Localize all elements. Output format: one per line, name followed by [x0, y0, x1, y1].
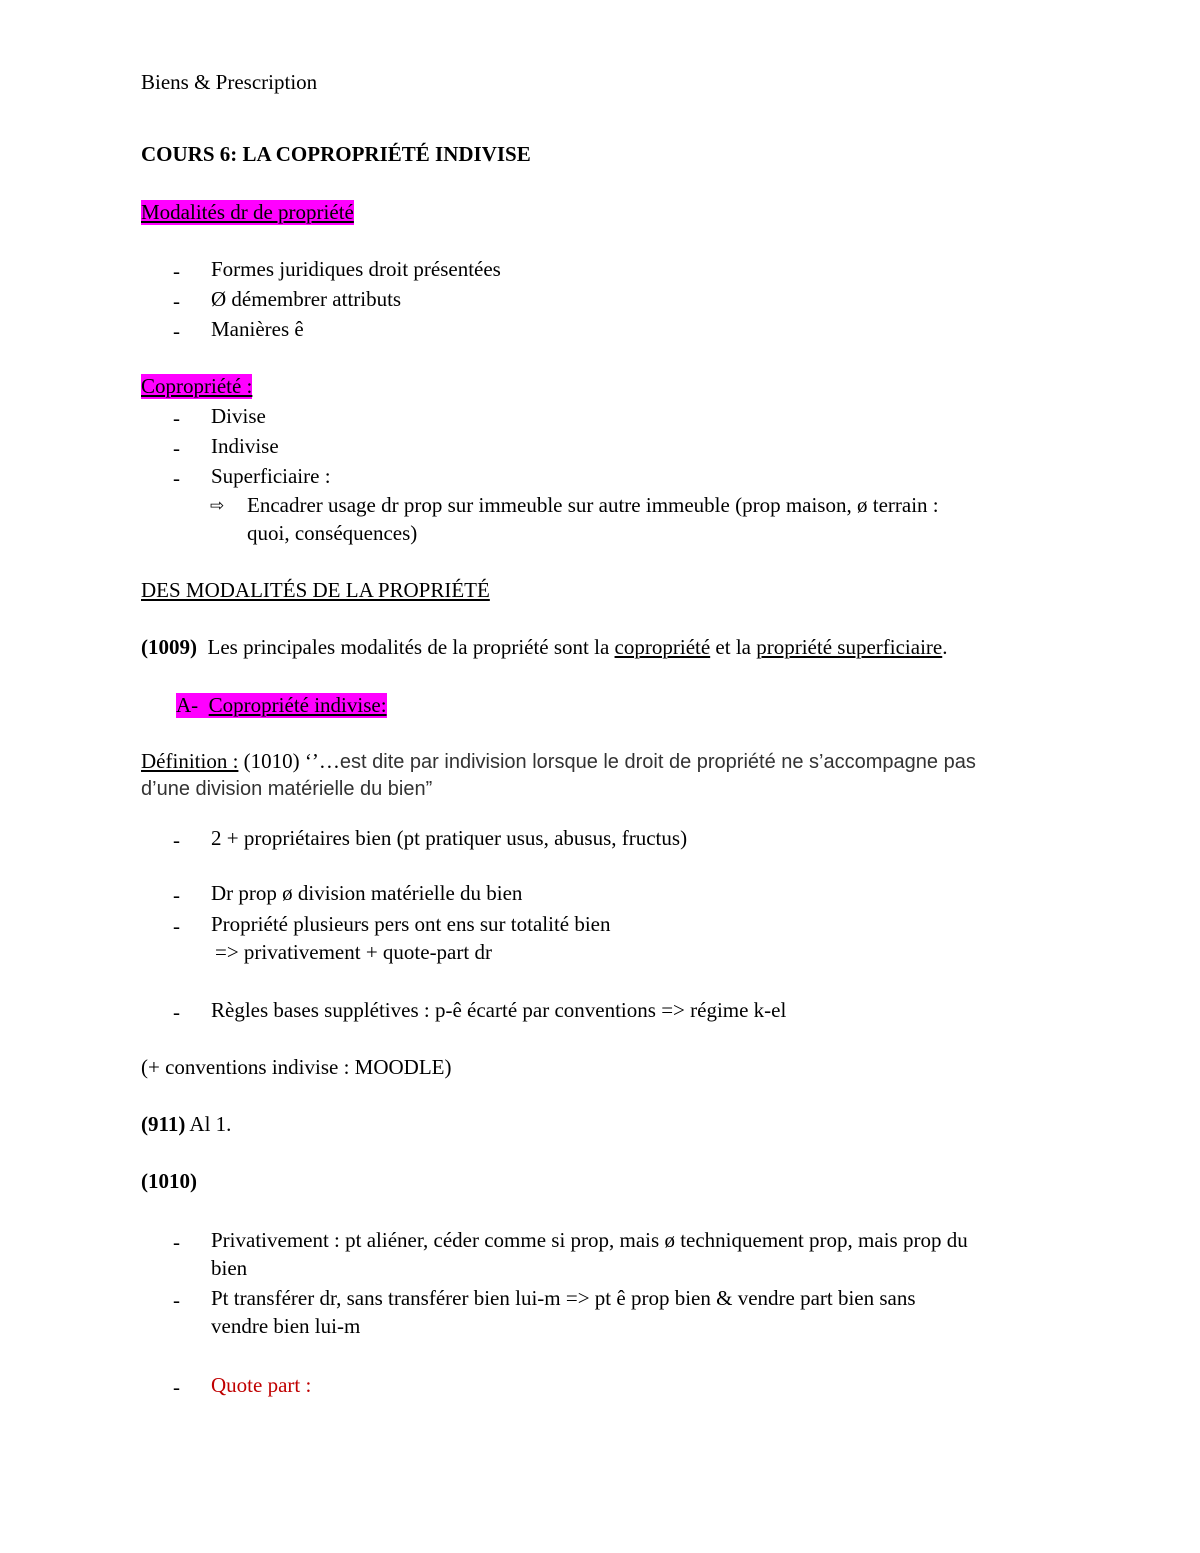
definition-label: Définition :: [141, 749, 239, 773]
list-item: Règles bases supplétives : p-ê écarté par conventions => régime k-el: [211, 998, 787, 1022]
bullet: -: [173, 319, 180, 343]
bullet: -: [173, 259, 180, 283]
list-item: Ø démembrer attributs: [211, 287, 402, 311]
list-item-cont: vendre bien lui-m: [211, 1314, 361, 1338]
definition-quote-cont: d’une division matérielle du bien”: [141, 778, 433, 800]
modalites-title: DES MODALITÉS DE LA PROPRIÉTÉ: [141, 578, 490, 602]
list-item: Manières ê: [211, 317, 304, 341]
list-item: Superficiaire :: [211, 464, 331, 488]
bullet: -: [173, 436, 180, 460]
article-911: [141, 1112, 231, 1137]
conventions-note: (+ conventions indivise : MOODLE): [141, 1055, 452, 1079]
bullet: -: [173, 883, 180, 907]
quote-part-heading: Quote part :: [211, 1373, 312, 1397]
article-text: et la: [710, 635, 757, 659]
list-item: Privativement : pt aliéner, céder comme si prop, mais ø techniquement prop, mais prop du: [211, 1228, 968, 1252]
section-heading-copropriete: Copropriété :: [141, 374, 253, 398]
definition-line: [141, 749, 976, 774]
definition-ref: (1010) ‘’…: [238, 749, 340, 773]
section-a-title: Copropriété indivise:: [208, 693, 387, 717]
list-item: 2 + propriétaires bien (pt pratiquer usus, abusus, fructus): [211, 826, 688, 850]
course-title: COURS 6: LA COPROPRIÉTÉ INDIVISE: [141, 142, 531, 166]
article-number: (911): [141, 1112, 186, 1136]
bullet: -: [173, 828, 180, 852]
article-1009: [141, 635, 947, 660]
list-item: Propriété plusieurs pers ont ens sur totalité bien: [211, 912, 611, 936]
bullet: -: [173, 406, 180, 430]
article-1010: (1010): [141, 1169, 197, 1193]
article-text: Les principales modalités de la propriété sont la: [197, 635, 615, 659]
section-heading-modalites: Modalités dr de propriété: [141, 200, 354, 224]
arrow-right-icon: ⇨: [210, 496, 225, 516]
list-item: Dr prop ø division matérielle du bien: [211, 881, 523, 905]
header-title: Biens & Prescription: [141, 70, 318, 94]
term-propriete-superficiaire: propriété superficiaire: [756, 635, 943, 659]
article-number: (1009): [141, 635, 197, 659]
article-text: Al 1.: [185, 1112, 232, 1136]
bullet: -: [173, 466, 180, 490]
bullet: -: [173, 1288, 180, 1312]
bullet: -: [173, 289, 180, 313]
list-item-cont: bien: [211, 1256, 248, 1280]
list-item: Indivise: [211, 434, 279, 458]
section-a-label: A-: [176, 693, 199, 717]
sub-item-text: Encadrer usage dr prop sur immeuble sur autre immeuble (prop maison, ø terrain :: [247, 493, 939, 517]
bullet: -: [173, 1230, 180, 1254]
section-a-heading: [176, 693, 387, 718]
article-text: .: [942, 635, 948, 659]
bullet: -: [173, 914, 180, 938]
list-item: Formes juridiques droit présentées: [211, 257, 501, 281]
sub-item-text-cont: quoi, conséquences): [247, 521, 418, 545]
term-copropriete: copropriété: [614, 635, 711, 659]
list-item: Pt transférer dr, sans transférer bien lui-m => pt ê prop bien & vendre part bien sans: [211, 1286, 916, 1310]
list-item: Divise: [211, 404, 266, 428]
bullet: -: [173, 1000, 180, 1024]
bullet: -: [173, 1375, 180, 1399]
definition-quote: est dite par indivision lorsque le droit de propriété ne s’accompagne pas: [339, 751, 976, 773]
list-item-cont: => privativement + quote-part dr: [215, 940, 492, 964]
